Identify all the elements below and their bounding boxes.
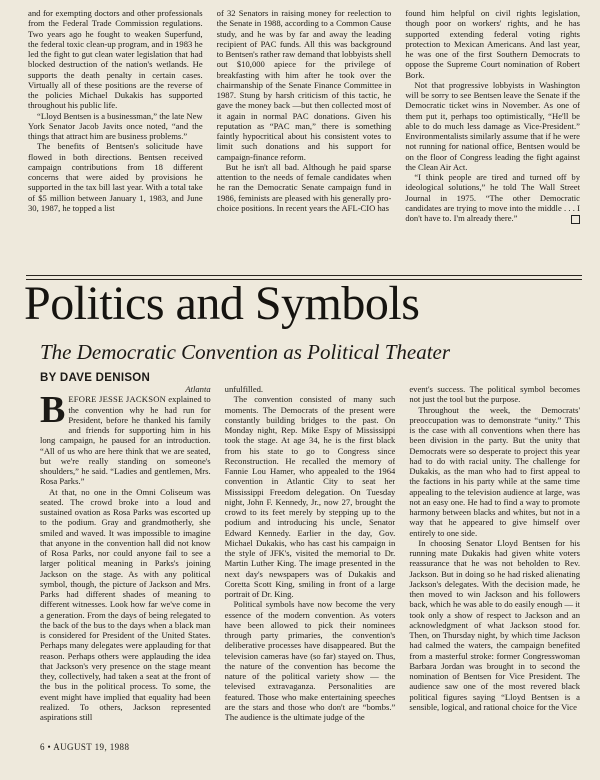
article-body <box>40 384 580 736</box>
article-column-3 <box>409 384 580 736</box>
paragraph: In choosing Senator Lloyd Bentsen for his running mate Dukakis had given white voters reassurance that he was not beholden to Rev. Jackson. But in doing so he had risked alienating Jackson's delegates. With the decision made, he then moved to win Jackson and his followers back, which he was able to do easily enough — it took only a show of respect to Jackson and an acknowledgment of what Jackson stood for. Then, on Thursday night, by which time Jackson had calmed the waters, the campaign benefited from a masterful stroke: former Congresswoman Barbara Jordan was brought in to second the nomination of Bentsen for Vice President. The audience saw one of the most revered black political figures saying “Lloyd Bentsen is a sensible, logical, and rational choice for the Vice <box>409 537 580 712</box>
paragraph: “Lloyd Bentsen is a businessman,” the late New York Senator Jacob Javits once noted, “and the things that attract him are business problems.” <box>28 110 203 141</box>
previous-article <box>28 8 580 272</box>
paragraph: The benefits of Bentsen's solicitude have flowed in both directions. Bentsen received campaign contributions from 18 different concerns that were aided by provisions he supported in the tax bill last year. With a total take of $5 million between January 1, 1983, and June 30, 1987, he topped a list <box>28 141 203 213</box>
article-column-1 <box>40 384 211 736</box>
lead-text: explained to the convention why he had run for President, before he thanked his family and friends for supporting him in his long campaign, he paused for an introduction. “All of us who are here think that we are seated, but we're really standing on someone's shoulders,” he said. “Ladies and gentlemen, Mrs. Rosa Parks.” <box>40 394 211 487</box>
paragraph: and for exempting doctors and other professionals from the Federal Trade Commission regulations. Two years ago he fought to weaken Superfund, the federal toxic clean-up program, and in 1983 he led the fight to gut clean water legislation that had blocked destruction of the nation's wetlands. He supports the death penalty in certain cases. Virtually all of these positions are the reverse of the policies Michael Dukakis has supported throughout his public life. <box>28 8 203 111</box>
paragraph: The convention consisted of many such moments. The Democrats of the present were constantly building bridges to the past. On Monday night, Rep. Mike Espy of Mississippi took the stage. At age 34, he is the first black from his state to go to Congress since Reconstruction. He recalled the memory of Fannie Lou Hamer, who appealed to the 1964 convention in Atlantic City to seat her Mississippi Freedom delegation. On Tuesday night, John F. Kennedy, Jr., now 27, brought the crowd to its feet merely by stepping up to the podium and introducing his uncle, Senator Edward Kennedy. Earlier in the day, Gov. Michael Dukakis, who has cast his campaign in the style of JFK's, visited the memorial to Dr. Martin Luther King. The image presented in the next day's newspapers was of Dukakis and Coretta Scott King, smiling in front of a large portrait of Dr. King. <box>224 394 396 599</box>
page-folio: 6 • AUGUST 19, 1988 <box>40 742 130 752</box>
paragraph-text: “I think people are tired and turned off by ideological solutions,” he told The Wall Street Journal in 1975. “The other Democratic candidates are trying to move into the middle . . . I don't have to. I'm already there.” <box>405 172 580 223</box>
paragraph: found him helpful on civil rights legislation, though poor on workers' rights, and he has supported extending federal voting rights protection to Mexican Americans. And last year, he was one of the first Southern Democrats to oppose the Supreme Court nomination of Robert Bork. <box>405 8 580 80</box>
paragraph: Throughout the week, the Democrats' preoccupation was to demonstrate “unity.” This is the case with all conventions when there has been division in the party. But the unity that Democrats were so desperate to project this year had to do with racial unity. The challenge for Dukakis, as the man who had to first appeal to the factions in his party while at the same time appealing to the television audience at large, was not an easy one. He had to find a way to promote harmony between blacks and whites, but not in a way that he appeared to give himself over entirely to one side. <box>409 404 580 538</box>
drop-cap: B <box>40 389 66 432</box>
paragraph: of 32 Senators in raising money for reelection to the Senate in 1988, according to a Common Cause study, and he was by far and away the leading recipient of PAC funds. All this was background to Bentsen's rather raw demand that lobbyists shell out $10,000 apiece for the privilege of breakfasting with him after he took over the chairmanship of the Senate Finance Committee in 1987. Stung by harsh criticism of this tactic, he gave the money back —but then collected most of it again in normal PAC donations. Given his reputation as “PAC man,” there is something faintly hypocritical about his consistent votes to limit such donations and his support for campaign-finance reform. <box>216 8 392 162</box>
lead-smallcaps: EFORE JESSE JACKSON <box>68 394 167 405</box>
previous-article-column-1 <box>28 8 203 272</box>
paragraph: event's success. The political symbol becomes not just the tool but the purpose. <box>409 384 580 405</box>
dateline: Atlanta <box>185 384 211 394</box>
paragraph: Political symbols have now become the very essence of the modern convention. As voters have been allowed to pick their nominees through party primaries, the convention's deliberative processes have disappeared. But the television cameras have (so far) stayed on. Thus, the nature of the convention has become the nature of the political variety show — the televised extravaganza. Personalities are featured. Those who make entertaining speeches are the stars and those who don't are “bombs.” The audience is the ultimate judge of the <box>224 599 396 722</box>
article-subhead: The Democratic Convention as Political Theater <box>40 340 451 364</box>
paragraph: But he isn't all bad. Although he paid sparse attention to the needs of female candidates when he ran the Democratic Senate campaign fund in 1986, feminists are pleased with his generally pro-choice positions. In recent years the AFL-CIO has <box>216 161 392 213</box>
paragraph: Not that progressive lobbyists in Washington will be sorry to see Bentsen leave the Senate if the Democratic ticket wins in November. As one of them put it, perhaps too optimistically, “He'll be able to do much less damage as Vice-President.” Environmentalists similarly assume that if he were not running for national office, Bentsen would be on the floor of Congress leading the fight against the Clean Air Act. <box>405 79 580 172</box>
end-mark-icon <box>571 215 580 224</box>
article-byline: BY DAVE DENISON <box>40 372 151 384</box>
paragraph: unfulfilled. <box>224 384 264 394</box>
paragraph <box>405 172 580 223</box>
previous-article-column-3 <box>405 8 580 272</box>
previous-article-column-2 <box>217 8 392 272</box>
article-column-2 <box>225 384 396 736</box>
paragraph: At that, no one in the Omni Coliseum was seated. The crowd broke into a loud and sustained ovation as Rosa Parks was escorted up to the podium. Gray and grandmotherly, she smiled and waved. It was impossible to imagine that anyone in the convention hall did not know of Rosa Parks, nor could anyone fail to see a larger political meaning in Parks's joining Jackson on the stage. As with any political symbol, though, the picture of Jackson and Mrs. Parks had different shades of meaning to different witnesses. Look how far we've come in a generation. From the days of being relegated to the back of the bus to the days when a black man is considered for President of the United States. Perhaps many delegates were applauding for that reason. Perhaps others were applauding the idea that Jackson's very presence on the stage meant they, collectively, had taken a seat at the front of the bus in the political process. To some, the event might have implied that equality had been realized. To others, Jackson represented aspirations still <box>40 486 211 722</box>
article-headline: Politics and Symbols <box>24 277 420 330</box>
